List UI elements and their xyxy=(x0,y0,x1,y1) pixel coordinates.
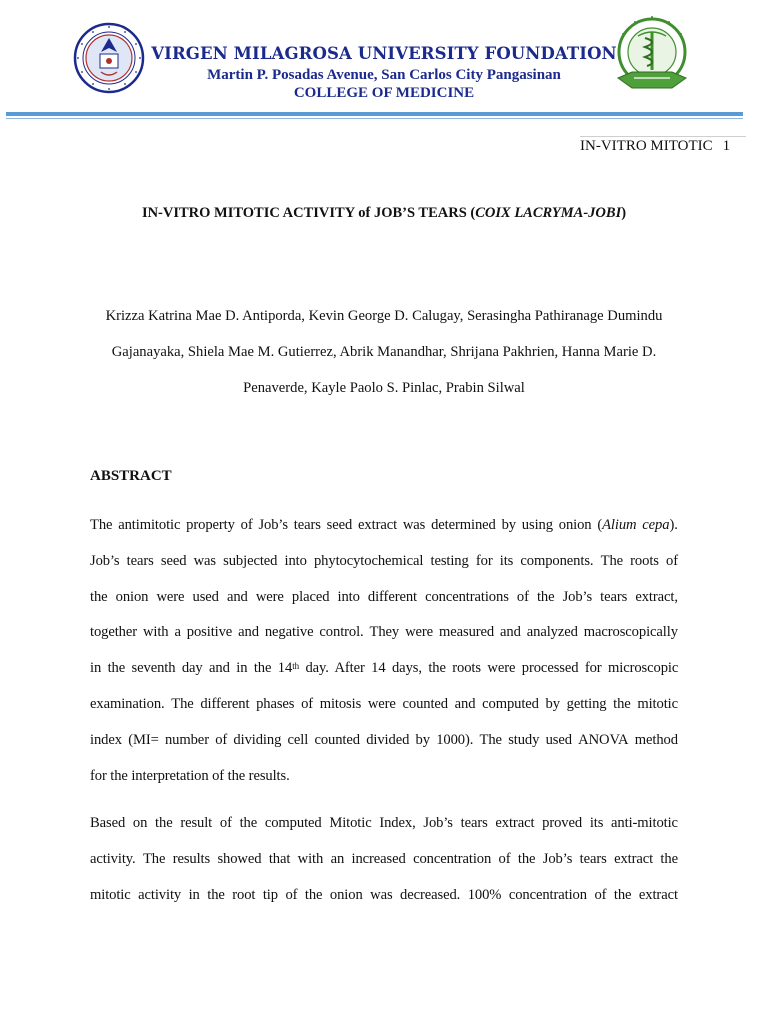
word: subjected xyxy=(223,552,278,569)
word: index xyxy=(90,731,122,748)
word: Job’s xyxy=(423,815,453,831)
word: Job’s xyxy=(90,552,120,569)
word: was xyxy=(193,552,216,569)
word: computed xyxy=(264,815,322,831)
word: and xyxy=(500,624,521,641)
word: tip xyxy=(262,886,278,903)
word: used xyxy=(545,731,572,748)
word: different xyxy=(367,588,417,605)
college-name: COLLEGE OF MEDICINE xyxy=(293,85,475,101)
word: and xyxy=(238,624,259,641)
text-line xyxy=(90,687,678,723)
word: different xyxy=(200,695,250,712)
text-line xyxy=(90,508,678,544)
title-species: COIX LACRYMA-JOBI xyxy=(475,205,622,221)
word: The xyxy=(479,731,502,748)
word: Based xyxy=(90,815,126,831)
word: counted xyxy=(402,695,448,712)
word: Job’s xyxy=(542,850,573,867)
superscript: th xyxy=(292,661,300,672)
word: extract xyxy=(495,815,535,831)
author-line: Penaverde, Kayle Paolo S. Pinlac, Prabin Silwal xyxy=(243,380,525,396)
university-name: VIRGEN MILAGROSA UNIVERSITY FOUNDATION xyxy=(151,44,617,63)
word: measured xyxy=(438,624,495,641)
word: were xyxy=(367,695,396,712)
word: of xyxy=(666,552,678,569)
word: dividing xyxy=(233,731,282,748)
title-close: ) xyxy=(621,205,627,221)
word: extract xyxy=(638,886,678,903)
word: method xyxy=(634,731,678,748)
word: tears xyxy=(579,850,607,867)
university-seal-icon xyxy=(73,22,145,94)
word: Index, xyxy=(379,815,416,831)
word: testing xyxy=(430,552,469,569)
word: examination. xyxy=(90,695,165,712)
word: components. xyxy=(520,552,594,569)
word: and xyxy=(226,588,248,605)
word: root xyxy=(232,886,256,903)
word: proved xyxy=(542,815,583,831)
word: of xyxy=(516,588,529,605)
word: for xyxy=(475,552,493,569)
word: of xyxy=(285,886,298,903)
word: of xyxy=(219,815,232,831)
word: of xyxy=(498,850,511,867)
word: phases xyxy=(256,695,295,712)
word: mitotic xyxy=(637,695,678,712)
word: with xyxy=(297,850,324,867)
word: with xyxy=(142,624,169,641)
word: by xyxy=(545,695,560,712)
word: the xyxy=(207,886,225,903)
word: Mitotic xyxy=(329,815,372,831)
text-line xyxy=(90,651,678,687)
word: extract xyxy=(614,850,654,867)
author-list xyxy=(80,298,688,406)
text-line xyxy=(90,806,678,842)
word: They xyxy=(369,624,400,641)
text-line xyxy=(90,723,678,759)
word: were xyxy=(156,588,185,605)
word: tears xyxy=(460,815,488,831)
text-line: for the interpretation of the results. xyxy=(90,767,290,784)
word: were xyxy=(255,588,284,605)
letterhead xyxy=(0,0,768,118)
word: The xyxy=(171,695,194,712)
header-rule xyxy=(6,112,743,116)
word: in xyxy=(188,886,200,903)
abstract-paragraph xyxy=(90,806,678,913)
word: was xyxy=(370,886,393,903)
word: macroscopically xyxy=(583,624,678,641)
word: concentration xyxy=(413,850,492,867)
word: (MI= xyxy=(128,731,159,748)
species-name: Alium cepa xyxy=(602,517,670,533)
paper-title xyxy=(0,205,768,222)
word: activity xyxy=(138,886,182,903)
word: together xyxy=(90,624,138,641)
running-head xyxy=(580,136,746,155)
word: the xyxy=(613,695,631,712)
word: into xyxy=(337,588,360,605)
word: control. xyxy=(319,624,364,641)
word: counted xyxy=(314,731,360,748)
word: concentrations xyxy=(425,588,509,605)
word: showed xyxy=(217,850,262,867)
word: the xyxy=(90,588,108,605)
word: the xyxy=(613,886,632,903)
word: cell xyxy=(287,731,309,748)
title-main: IN-VITRO MITOTIC ACTIVITY of JOB’S TEARS ( xyxy=(141,205,476,221)
word: used xyxy=(192,588,219,605)
word: analyzed xyxy=(526,624,578,641)
word: study xyxy=(508,731,540,748)
word: tears xyxy=(600,588,628,605)
text-span: The antimitotic property of Job’s tears seed extract was determined by using onion ( xyxy=(90,517,603,533)
word: getting xyxy=(566,695,607,712)
word: computed xyxy=(482,695,539,712)
word: roots xyxy=(630,552,659,569)
word: number xyxy=(164,731,209,748)
word: placed xyxy=(291,588,330,605)
word: activity. xyxy=(90,850,136,867)
word: concentration xyxy=(508,886,587,903)
author-line: Gajanayaka, Shiela Mae M. Gutierrez, Abrik Manandhar, Shrijana Pakhrien, Hanna Marie D. xyxy=(111,344,657,360)
word: its xyxy=(589,815,604,831)
word: the xyxy=(536,588,555,605)
word: into xyxy=(284,552,307,569)
word: the xyxy=(517,850,536,867)
word: the xyxy=(660,850,678,867)
abstract-paragraph xyxy=(90,508,678,794)
word: phytocytochemical xyxy=(313,552,424,569)
running-head-text: IN-VITRO MITOTIC xyxy=(580,138,713,154)
word: ANOVA xyxy=(578,731,629,748)
college-of-medicine-seal-icon xyxy=(612,14,692,96)
author-line: Krizza Katrina Mae D. Antiporda, Kevin George D. Calugay, Serasingha Pathiranage Dumindu xyxy=(105,308,663,324)
university-address: Martin P. Posadas Avenue, San Carlos City Pangasinan xyxy=(207,67,561,83)
page-number: 1 xyxy=(722,138,731,154)
word: onion xyxy=(115,588,149,605)
word: the xyxy=(304,886,323,903)
word: that xyxy=(268,850,291,867)
text-span: in the seventh day and in the 14 xyxy=(90,660,293,677)
word: on xyxy=(132,815,148,831)
word: anti-mitotic xyxy=(611,815,678,831)
word: a xyxy=(174,624,181,641)
word: were xyxy=(405,624,434,641)
word: negative xyxy=(264,624,314,641)
word: of xyxy=(301,695,314,712)
word: decreased. xyxy=(400,886,461,903)
word: 100% xyxy=(467,886,502,903)
text-line xyxy=(90,544,678,580)
word: tears xyxy=(126,552,154,569)
word: Job’s xyxy=(562,588,593,605)
word: 1000). xyxy=(436,731,474,748)
text-line xyxy=(90,615,678,651)
text-span: day. After 14 days, the roots were processed for microscopic xyxy=(299,660,679,677)
word: and xyxy=(454,695,476,712)
word: The xyxy=(600,552,624,569)
word: onion xyxy=(329,886,363,903)
word: extract, xyxy=(635,588,678,605)
word: of xyxy=(215,731,228,748)
header-rule-thin xyxy=(6,118,743,119)
word: its xyxy=(499,552,514,569)
word: The xyxy=(142,850,166,867)
text-line xyxy=(90,580,678,616)
word: increased xyxy=(351,850,406,867)
word: seed xyxy=(160,552,187,569)
text-line xyxy=(90,878,678,914)
word: the xyxy=(239,815,258,831)
word: an xyxy=(330,850,345,867)
abstract-heading: ABSTRACT xyxy=(90,468,172,484)
text-line xyxy=(90,842,678,878)
word: divided xyxy=(366,731,410,748)
word: positive xyxy=(186,624,233,641)
word: by xyxy=(415,731,430,748)
text-span: ). xyxy=(669,517,678,533)
word: the xyxy=(155,815,173,831)
word: result xyxy=(180,815,213,831)
word: results xyxy=(172,850,211,867)
word: mitosis xyxy=(319,695,362,712)
word: mitotic xyxy=(90,886,131,903)
word: of xyxy=(594,886,607,903)
